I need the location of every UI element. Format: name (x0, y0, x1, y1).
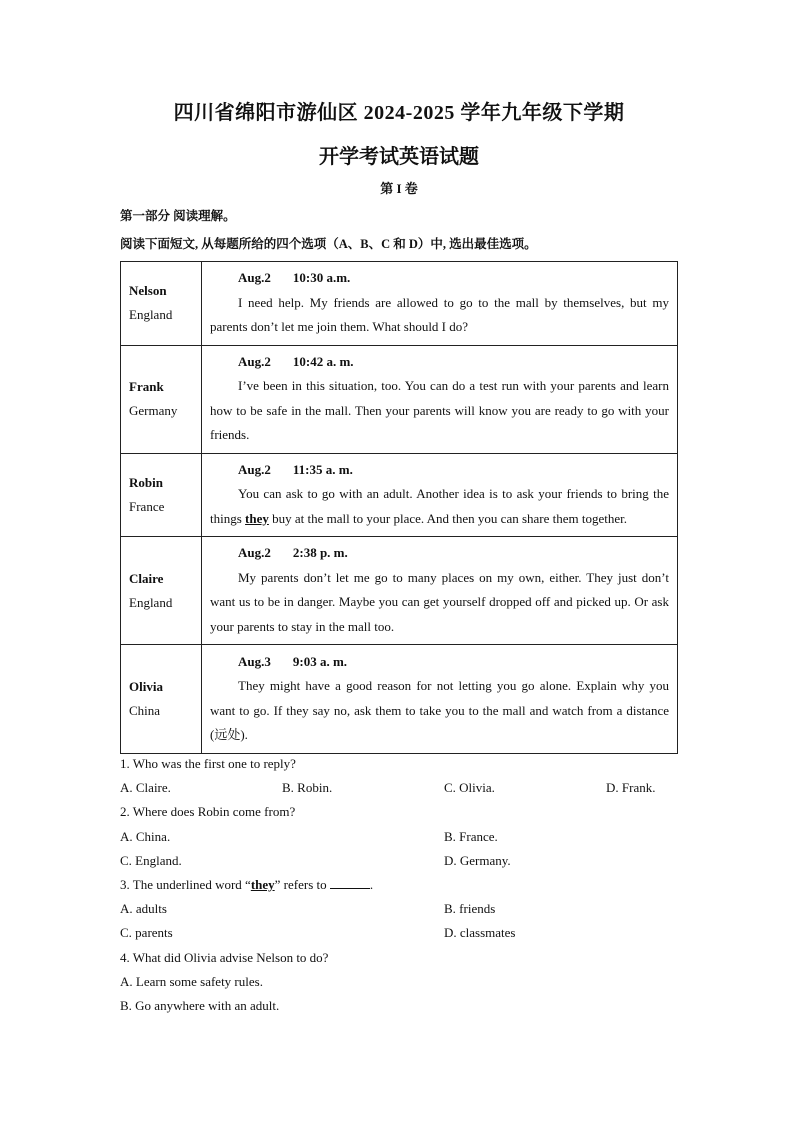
post-row (121, 537, 678, 645)
exam-title-line1: 四川省绵阳市游仙区 2024-2025 学年九年级下学期 (173, 102, 625, 124)
exam-title-line2: 开学考试英语试题 (319, 146, 479, 168)
option-b: B. France. (444, 828, 498, 844)
post-time: 9:03 a. m. (292, 653, 348, 669)
post-message (202, 345, 678, 453)
option-a: A. China. (120, 828, 171, 844)
option-c: C. England. (120, 852, 182, 868)
post-text-after: buy at the mall to your place. And then you can share them together. (268, 510, 628, 526)
post-timestamp (210, 541, 669, 566)
post-date: Aug.2 (238, 545, 271, 560)
post-text: They might have a good reason for not letting you go alone. Explain why you want to go. If they say no, ask them to take you to the mall and watch from a distance (远处). (210, 678, 669, 742)
answer-blank (330, 876, 370, 889)
question-stem: 1. Who was the first one to reply? (120, 756, 296, 771)
option-d: D. Germany. (444, 852, 511, 868)
forum-posts-table (120, 261, 678, 754)
option-d: D. classmates (444, 925, 516, 941)
post-date: Aug.2 (238, 461, 271, 477)
post-time: 2:38 p. m. (292, 545, 348, 560)
post-timestamp (210, 650, 669, 675)
post-author (121, 537, 202, 645)
options-row (120, 825, 678, 849)
options-row (120, 849, 678, 873)
volume-label: 第 I 卷 (380, 181, 418, 196)
post-text-before: You can ask to go with an adult. Another idea is to ask your friends to bring the things (210, 486, 669, 526)
post-text: I need help. My friends are allowed to go to the mall by themselves, but my parents don’t let me join them. What should I do? (210, 294, 669, 334)
part-heading: 第一部分 阅读理解。 (120, 209, 236, 223)
underlined-word: they (245, 510, 269, 526)
post-text: I’ve been in this situation, too. You can do a test run with your parents and learn how to be safe in the mall. Then your parents will know you are ready to go with your friends. (210, 378, 669, 442)
author-country: China (129, 703, 161, 718)
post-author (121, 453, 202, 537)
questions-section (120, 752, 678, 1018)
option-c: C. Olivia. (444, 780, 495, 796)
underlined-word: they (250, 877, 275, 893)
post-author (121, 645, 202, 754)
post-message (202, 453, 678, 537)
options-row (120, 921, 678, 945)
author-name: Nelson (129, 283, 167, 299)
author-country: England (129, 307, 173, 323)
option-d: D. Frank. (606, 780, 656, 796)
post-message (202, 537, 678, 645)
option-b: B. Go anywhere with an adult. (120, 998, 280, 1014)
post-author (121, 345, 202, 453)
post-time: 11:35 a. m. (292, 461, 353, 477)
option-b: B. Robin. (282, 780, 333, 796)
post-row (121, 262, 678, 346)
post-date: Aug.2 (238, 270, 271, 285)
post-message (202, 645, 678, 754)
stem-after: ” refers to (274, 877, 327, 893)
post-message (202, 262, 678, 346)
post-timestamp (210, 458, 669, 483)
post-date: Aug.3 (238, 653, 271, 669)
author-name: Robin (129, 474, 163, 490)
author-name: Frank (129, 379, 164, 394)
post-text: My parents don’t let me go to many places on my own, either. They just don’t want us to be in danger. Maybe you can get yourself dropped off and picked up. Or ask your parents to stay in the mall too. (210, 569, 669, 634)
post-date: Aug.2 (238, 353, 271, 369)
author-country: England (129, 594, 173, 610)
option-c: C. parents (120, 925, 173, 941)
post-row (121, 345, 678, 453)
options-row (120, 897, 678, 921)
options-row (120, 776, 678, 800)
option-a: A. adults (120, 901, 167, 917)
question-stem: 2. Where does Robin come from? (120, 804, 296, 820)
post-row (121, 453, 678, 537)
author-name: Olivia (129, 679, 163, 694)
stem-before: 3. The underlined word “ (120, 877, 251, 893)
post-text (210, 482, 669, 531)
author-country: France (129, 498, 165, 514)
option-a: A. Learn some safety rules. (120, 973, 263, 989)
option-b: B. friends (444, 901, 496, 917)
question-stem: 3. The underlined word “they” refers to . (120, 877, 374, 893)
post-time: 10:42 a. m. (292, 353, 354, 369)
post-timestamp (210, 266, 669, 291)
post-timestamp (210, 350, 669, 375)
post-time: 10:30 a.m. (292, 270, 351, 285)
instructions: 阅读下面短文, 从每题所给的四个选项（A、B、C 和 D）中, 选出最佳选项。 (120, 237, 537, 251)
author-name: Claire (129, 570, 164, 586)
post-row (121, 645, 678, 754)
question-stem: 4. What did Olivia advise Nelson to do? (120, 949, 329, 965)
option-a: A. Claire. (120, 780, 171, 796)
author-country: Germany (129, 403, 178, 418)
post-author (121, 262, 202, 346)
